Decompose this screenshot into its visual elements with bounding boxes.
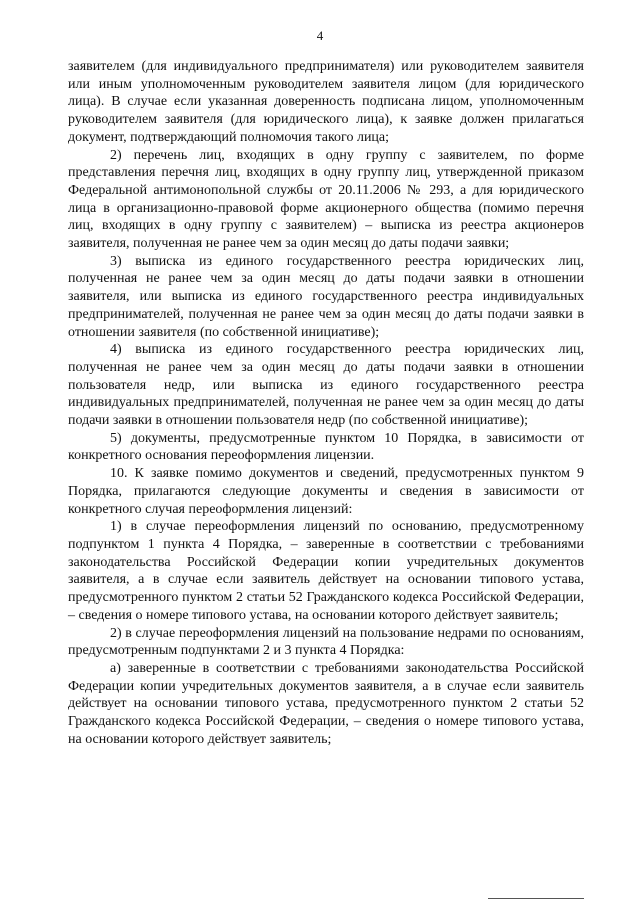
paragraph-continuation: заявителем (для индивидуального предпринимателя) или руководителем заявителя или иным уполномоченным руководителем заявителя лицом (для юридического лица). В случае если указанная доверенность подписана лицом, уполномоченным руководителем заявителя (для юридического лица), к заявке должен прилагаться документ, подтверждающий полномочия такого лица; <box>68 59 584 145</box>
paragraph-item-2: 2) перечень лиц, входящих в одну группу с заявителем, по форме представления перечня лиц, входящих в одну группу лиц, утвержденной приказом Федеральной антимонопольной службы от 20.11.2006 № 293, а для юридического лица в организационно-правовой форме акционерного общества (помимо перечня лиц, входящих в одну группу с заявителем) – выписка из реестра акционеров заявителя, полученная не ранее чем за один месяц до даты подачи заявки; <box>68 147 584 252</box>
paragraph-subitem-1: 1) в случае переоформления лицензий по основанию, предусмотренному подпунктом 1 пункта 4 Порядка, – заверенные в соответствии с требованиями законодательства Российской Федерации копии учредительных документов заявителя, а в случае если заявитель действует на основании типового устава, предусмотренного пунктом 2 статьи 52 Гражданского кодекса Российской Федерации, – сведения о номере типового устава, на основании которого действует заявитель; <box>68 519 584 623</box>
paragraph-item-5: 5) документы, предусмотренные пунктом 10 Порядка, в зависимости от конкретного основания переоформления лицензии. <box>68 430 584 464</box>
paragraph-subitem-2: 2) в случае переоформления лицензий на пользование недрами по основаниям, предусмотренным подпунктами 2 и 3 пункта 4 Порядка: <box>68 625 584 659</box>
paragraph-item-4: 4) выписка из единого государственного реестра юридических лиц, полученная не ранее чем за один месяц до даты подачи заявки в отношении пользователя недр, или выписка из единого государственного реестра индивидуальных предпринимателей, полученная не ранее чем за один месяц до даты подачи заявки в отношении пользователя недр (по собственной инициативе); <box>68 342 584 429</box>
paragraph-item-3: 3) выписка из единого государственного реестра юридических лиц, полученная не ранее чем за один месяц до даты подачи заявки в отношении заявителя, или выписка из единого государственного реестра индивидуальных предпринимателей, полученная не ранее чем за один месяц до даты подачи заявки в отношении заявителя (по собственной инициативе); <box>68 253 584 340</box>
footer-divider <box>488 898 584 899</box>
document-body <box>68 58 584 748</box>
paragraph-subitem-2a: а) заверенные в соответствии с требованиями законодательства Российской Федерации копии учредительных документов заявителя, а в случае если заявитель действует на основании типового устава, предусмотренного пунктом 2 статьи 52 Гражданского кодекса Российской Федерации, – сведения о номере типового устава, на основании которого действует заявитель; <box>68 660 584 747</box>
paragraph-section-10: 10. К заявке помимо документов и сведений, предусмотренных пунктом 9 Порядка, прилагаются следующие документы и сведения в зависимости от конкретного случая переоформления лицензий: <box>68 466 584 517</box>
page-number: 4 <box>316 28 324 43</box>
